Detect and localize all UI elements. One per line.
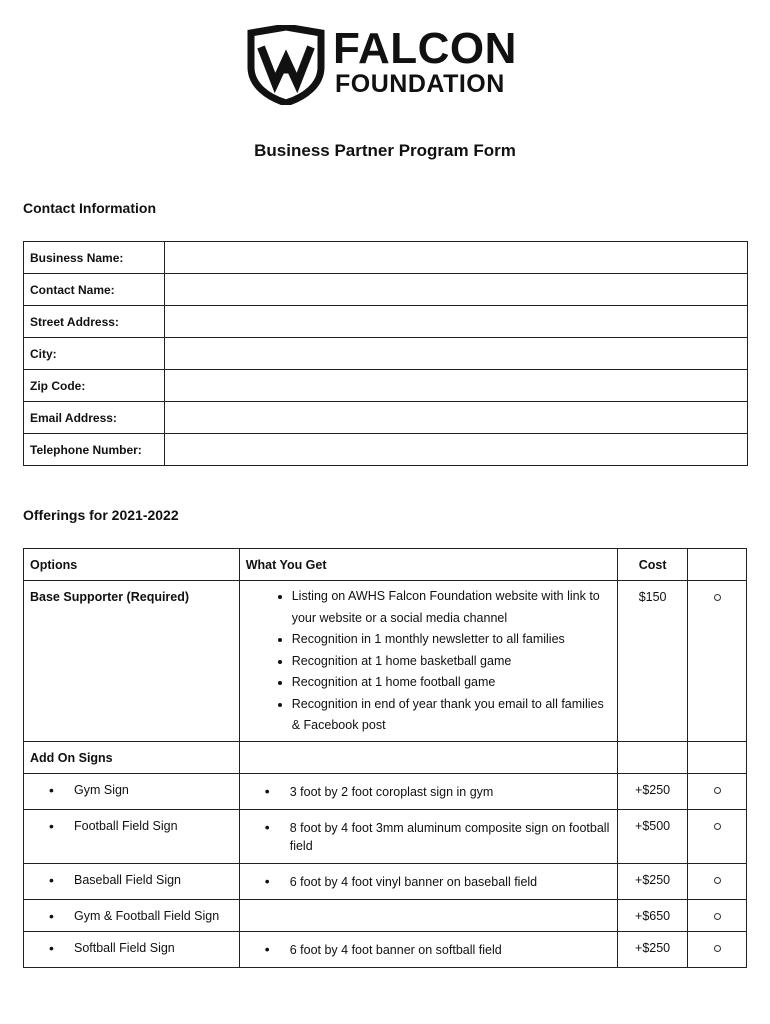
base-supporter-benefits (239, 581, 617, 742)
zip-code-label: Zip Code: (24, 370, 165, 402)
baseball-field-sign-option: • Baseball Field Sign (30, 873, 233, 887)
city-label: City: (24, 338, 165, 370)
table-row (24, 741, 747, 773)
street-address-field[interactable] (165, 306, 748, 338)
table-row (24, 306, 748, 338)
page-title: Business Partner Program Form (254, 141, 516, 160)
contact-table (23, 241, 748, 466)
table-row (24, 402, 748, 434)
base-supporter-option: Base Supporter (Required) (24, 581, 240, 742)
select-header (688, 549, 747, 581)
softball-field-sign-description: • 6 foot by 4 foot banner on softball field (246, 941, 611, 959)
street-address-label: Street Address: (24, 306, 165, 338)
baseball-field-sign-description: • 6 foot by 4 foot vinyl banner on baseball field (246, 873, 611, 891)
radio-icon (714, 945, 721, 952)
telephone-number-label: Telephone Number: (24, 434, 165, 466)
baseball-field-sign-cost: +$250 (618, 863, 688, 899)
football-field-sign-description: • 8 foot by 4 foot 3mm aluminum composite sign on football field (246, 819, 611, 855)
options-header: Options (24, 549, 240, 581)
table-row (24, 863, 747, 899)
table-row (24, 274, 748, 306)
offerings-table (23, 548, 747, 968)
table-row (24, 434, 748, 466)
logo-foundation-text: FOUNDATION (335, 70, 505, 98)
zip-code-field[interactable] (165, 370, 748, 402)
football-field-sign-option: • Football Field Sign (30, 819, 233, 833)
table-row (24, 581, 747, 742)
table-row (24, 809, 747, 863)
falcon-foundation-logo (247, 22, 527, 106)
table-row (24, 773, 747, 809)
benefits-list (246, 586, 611, 737)
add-on-signs-heading: Add On Signs (24, 741, 240, 773)
table-row (24, 242, 748, 274)
gym-sign-description: • 3 foot by 2 foot coroplast sign in gym (246, 783, 611, 801)
gym-football-sign-cost: +$650 (618, 899, 688, 931)
empty-cell (688, 741, 747, 773)
empty-cell (618, 741, 688, 773)
table-row (24, 370, 748, 402)
radio-icon (714, 594, 721, 601)
football-field-sign-select[interactable] (688, 809, 747, 863)
telephone-number-field[interactable] (165, 434, 748, 466)
business-name-field[interactable] (165, 242, 748, 274)
softball-field-sign-cost: +$250 (618, 931, 688, 967)
city-field[interactable] (165, 338, 748, 370)
radio-icon (714, 787, 721, 794)
contact-section-heading: Contact Information (23, 200, 156, 216)
table-row (24, 338, 748, 370)
list-item: • Recognition at 1 home football game (292, 672, 611, 694)
email-address-label: Email Address: (24, 402, 165, 434)
gym-football-sign-option: • Gym & Football Field Sign (30, 909, 233, 923)
cost-header: Cost (618, 549, 688, 581)
gym-football-sign-description (239, 899, 617, 931)
table-row (24, 931, 747, 967)
radio-icon (714, 913, 721, 920)
gym-sign-cost: +$250 (618, 773, 688, 809)
business-name-label: Business Name: (24, 242, 165, 274)
list-item: • Listing on AWHS Falcon Foundation website with link to your website or a social media channel (292, 586, 611, 629)
radio-icon (714, 823, 721, 830)
base-supporter-cost: $150 (618, 581, 688, 742)
logo-falcon-text: FALCON (333, 24, 517, 73)
softball-field-sign-option: • Softball Field Sign (30, 941, 233, 955)
falcon-shield-icon (247, 25, 325, 105)
what-you-get-header: What You Get (239, 549, 617, 581)
baseball-field-sign-select[interactable] (688, 863, 747, 899)
list-item: • Recognition in end of year thank you email to all families & Facebook post (292, 694, 611, 737)
radio-icon (714, 877, 721, 884)
email-address-field[interactable] (165, 402, 748, 434)
gym-sign-option: • Gym Sign (30, 783, 233, 797)
table-header-row (24, 549, 747, 581)
contact-name-field[interactable] (165, 274, 748, 306)
offerings-section-heading: Offerings for 2021-2022 (23, 507, 179, 523)
gym-sign-select[interactable] (688, 773, 747, 809)
contact-name-label: Contact Name: (24, 274, 165, 306)
football-field-sign-cost: +$500 (618, 809, 688, 863)
base-supporter-select[interactable] (688, 581, 747, 742)
empty-cell (239, 741, 617, 773)
list-item: • Recognition at 1 home basketball game (292, 651, 611, 673)
gym-football-sign-select[interactable] (688, 899, 747, 931)
list-item: • Recognition in 1 monthly newsletter to all families (292, 629, 611, 651)
softball-field-sign-select[interactable] (688, 931, 747, 967)
table-row (24, 899, 747, 931)
